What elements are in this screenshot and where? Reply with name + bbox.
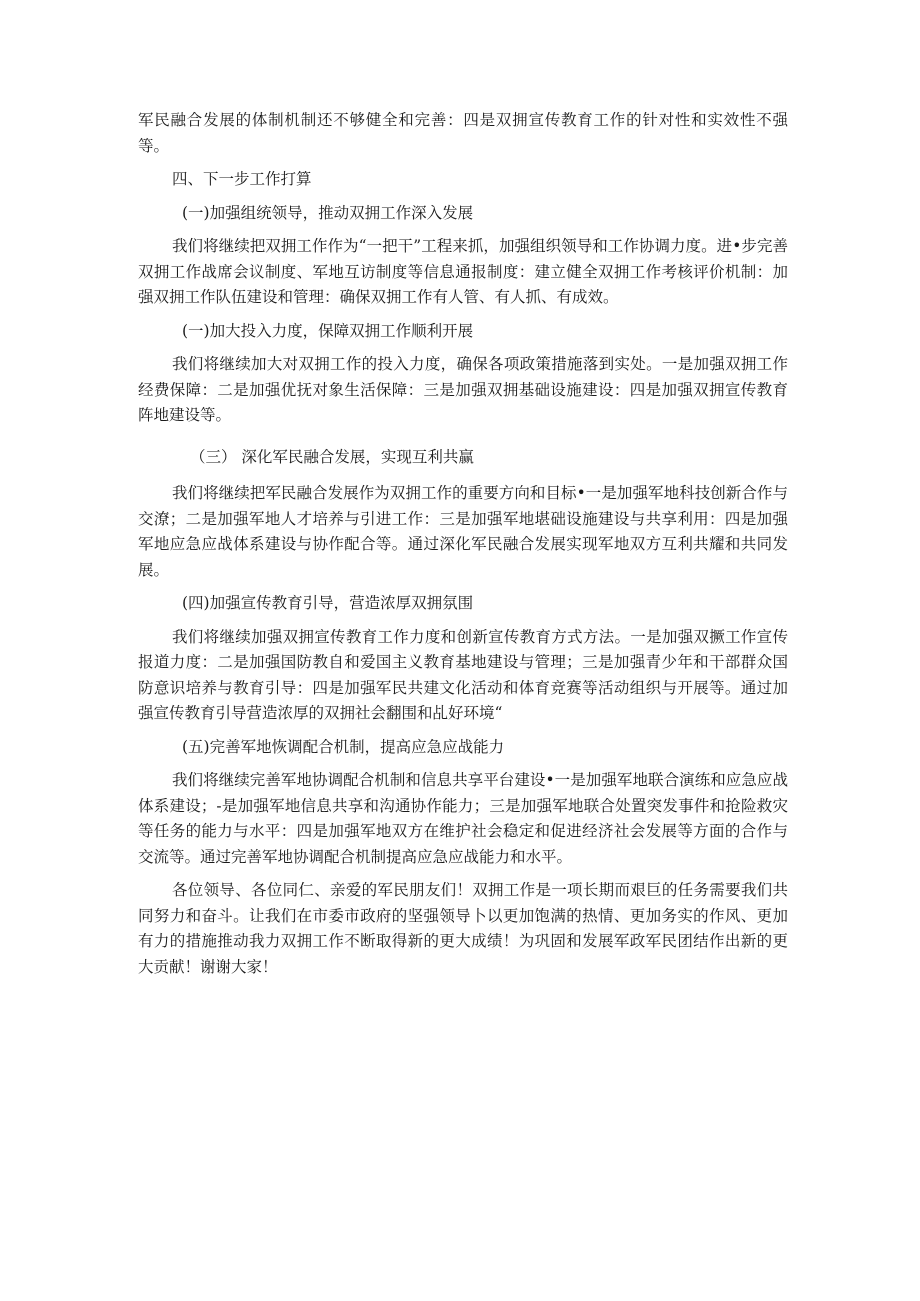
subsection-4-body: 我们将继续加强双拥宣传教育工作力度和创新宣传教育方式方法。一是加强双撅工作宣传报道力度：二是加强国防教自和爱国主义教育基地建设与管理；三是加强青少年和干部群众国防意识培养与教育引导：四是加强军民共建文化活动和体育竞赛等活动组织与开展等。通过加强宣传教育引导营造浓厚的双拥社会翻围和乩好环境“ bbox=[138, 627, 788, 722]
closing-paragraph: 各位领导、各位同仁、亲爱的军民朋友们！双拥工作是一项长期而艰巨的任务需要我们共同努力和奋斗。让我们在市委市政府的坚强领导卜以更加饱满的热情、更加务实的作风、更加有力的措施推动我力双拥工作不断取得新的更大成绩！为巩固和发展军政军民团结作出新的更大贡献！谢谢大家！ bbox=[138, 881, 788, 976]
subsection-2-body: 我们将继续加大对双拥工作的投入力度，确保各项政策措施落到实处。一是加强双拥工作经费保障：二是加强优抚对象生活保障：三是加强双拥基础设施建设：四是加强双拥宣传教育阵地建设等。 bbox=[138, 355, 788, 424]
subsection-3-heading: （三） 深化军民融合发展，实现互利共赢 bbox=[190, 447, 474, 466]
subsection-1-heading: (一)加强组统领导，推动双拥工作深入发展 bbox=[182, 203, 474, 222]
subsection-5-heading: (五)完善军地恢调配合机制，提高应急应战能力 bbox=[182, 737, 505, 756]
subsection-2-heading: (一)加大投入力度，保障双拥工作顺利开展 bbox=[182, 321, 474, 340]
intro-continuation-paragraph: 军民融合发展的体制机制还不够健全和完善：四是双拥宣传教育工作的针对性和实效性不强等。 bbox=[138, 111, 788, 155]
subsection-4-heading: (四)加强宣传教育引导，营造浓厚双拥氛围 bbox=[182, 594, 474, 612]
subsection-3-body: 我们将继续把军民融合发展作为双拥工作的重要方向和目标•一是加强军地科技创新合作与交潦；二是加强军地人才培养与引进工作：三是加强军地堪础设施建设与共享利用：四是加强军地应急应战体系建设与协作配合等。通过深化军民融合发展实现军地双方互利共耀和共同发展。 bbox=[138, 484, 788, 579]
subsection-5-body: 我们将继续完善军地协调配合机制和信息共享平台建设•一是加强军地联合演练和应急应战体系建设；-是加强军地信息共享和沟通协作能力；三是加强军地联合处置突发事件和抢险救灾等任务的能力与水平：四是加强军地双方在维护社会稳定和促进经济社会发展等方面的合作与交流等。通过完善军地协调配合机制提高应急应战能力和水平。 bbox=[138, 771, 788, 866]
document-body bbox=[138, 108, 788, 980]
section-heading: 四、下一步工作打算 bbox=[172, 170, 312, 188]
subsection-1-body: 我们将继续把双拥工作作为“一把干”工程来抓，加强组织领导和工作协调力度。进•步完善双拥工作战席会议制度、军地互访制度等信息通报制度：建立健全双拥工作考核评价机制：加强双拥工作队伍建设和管理：确保双拥工作有人管、有人抓、有成效。 bbox=[138, 237, 788, 306]
